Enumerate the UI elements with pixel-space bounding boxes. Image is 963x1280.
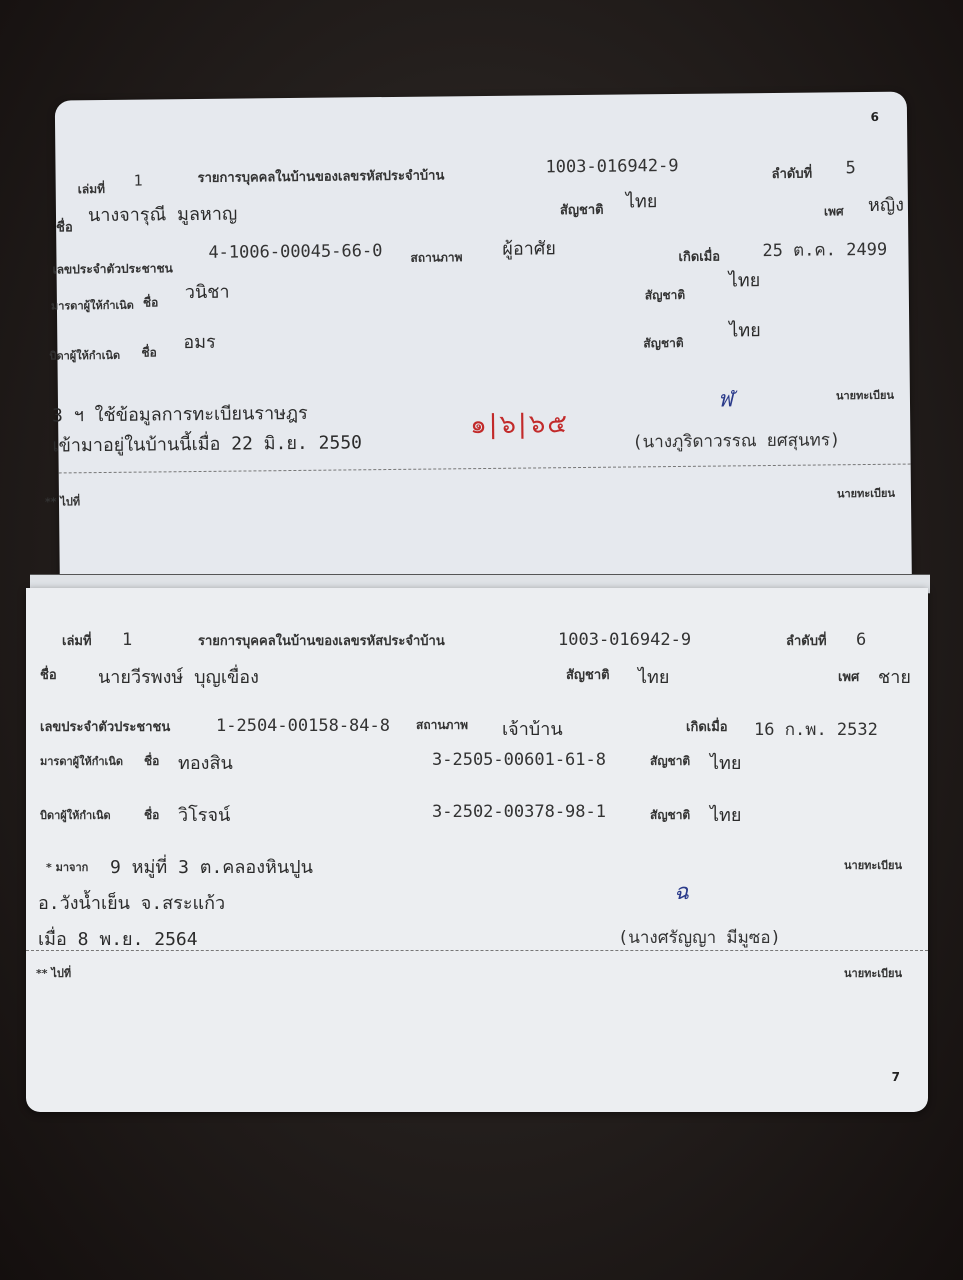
seq-label: ลำดับที่ [771, 166, 813, 182]
nationality-value: ไทย [638, 667, 670, 688]
red-handwritten-date: ๑|๖|๖๕ [470, 409, 570, 441]
registrar-signature: ฉ [674, 880, 689, 905]
born-value: 16 ก.พ. 2532 [754, 720, 878, 740]
nationality-label: สัญชาติ [559, 202, 604, 219]
move-in-line-2: เข้ามาอยู่ในบ้านนี้เมื่อ 22 มิ.ย. 2550 [52, 432, 363, 457]
name-label: ชื่อ [56, 220, 73, 236]
father-nationality: ไทย [729, 320, 761, 342]
house-code: 1003-016942-9 [558, 630, 692, 650]
father-label: บิดาผู้ให้กำเนิด [49, 348, 121, 363]
register-header: รายการบุคคลในบ้านของเลขรหัสประจำบ้าน [198, 634, 445, 649]
registrar-label-2: นายทะเบียน [836, 486, 896, 501]
nationality-value: ไทย [625, 191, 658, 213]
born-label: เกิดเมื่อ [686, 720, 728, 735]
status-label: สถานภาพ [410, 250, 463, 265]
house-registration-page-6 [44, 92, 912, 601]
house-registration-page-7 [26, 588, 928, 1112]
sex-label: เพศ [838, 670, 860, 685]
seq-value: 6 [856, 630, 867, 650]
person-name: นายวีรพงษ์ บุญเขื่อง [98, 667, 259, 688]
volume-value: 1 [133, 171, 143, 190]
came-from-line-1: 9 หมู่ที่ 3 ต.คลองหินปูน [110, 857, 313, 878]
registrar-name: (นางศรัญญา มีมูซอ) [618, 928, 781, 948]
id-number: 4-1006-00045-66-0 [208, 241, 383, 263]
registrar-signature: ฬ [717, 387, 734, 413]
registrar-label-2: นายทะเบียน [844, 967, 903, 980]
move-in-line-1: 3 ฯ ใช้ข้อมูลการทะเบียนราษฎร [51, 402, 308, 427]
father-nationality-label: สัญชาติ [650, 808, 691, 822]
moved-out-label: ** ไปที่ [44, 495, 81, 509]
mother-nationality: ไทย [710, 753, 742, 774]
volume-label: เล่มที่ [62, 634, 92, 649]
divider-line [59, 464, 911, 474]
id-label: เลขประจำตัวประชาชน [40, 720, 171, 735]
father-name-label: ชื่อ [141, 345, 157, 360]
sex-label: เพศ [823, 204, 844, 219]
registrar-name: (นางภูริดาวรรณ ยศสุนทร) [632, 430, 841, 453]
mother-label: มารดาผู้ให้กำเนิด [50, 298, 134, 313]
volume-label: เล่มที่ [77, 181, 106, 197]
born-value: 25 ต.ค. 2499 [762, 239, 888, 262]
mother-nationality: ไทย [728, 270, 761, 292]
seq-value: 5 [845, 158, 856, 179]
mother-nationality-label: สัญชาติ [644, 287, 686, 303]
status-value: เจ้าบ้าน [502, 719, 563, 740]
divider-line [26, 950, 928, 951]
mother-name-label: ชื่อ [144, 754, 160, 768]
status-value: ผู้อาศัย [502, 238, 556, 260]
mother-name: ทองสิน [178, 753, 233, 774]
father-name-label: ชื่อ [144, 808, 160, 822]
came-from-prefix: * มาจาก [46, 861, 89, 874]
id-label: เลขประจำตัวประชาชน [52, 261, 173, 277]
page-number: 6 [870, 109, 880, 124]
sex-value: หญิง [867, 194, 905, 216]
name-label: ชื่อ [40, 668, 57, 683]
father-nationality: ไทย [710, 805, 742, 826]
father-name: วิโรจน์ [178, 805, 231, 826]
nationality-label: สัญชาติ [566, 668, 610, 683]
registrar-label: นายทะเบียน [835, 388, 895, 403]
moved-out-label: ** ไปที่ [36, 967, 72, 980]
came-from-line-2: อ.วังน้ำเย็น จ.สระแก้ว [38, 893, 226, 914]
register-header: รายการบุคคลในบ้านของเลขรหัสประจำบ้าน [197, 168, 445, 186]
person-name: นางจารุณี มูลหาญ [87, 203, 238, 227]
came-from-line-3: เมื่อ 8 พ.ย. 2564 [38, 929, 198, 950]
id-number: 1-2504-00158-84-8 [216, 716, 390, 736]
registrar-label: นายทะเบียน [844, 859, 903, 872]
mother-nationality-label: สัญชาติ [650, 754, 691, 768]
mother-name-label: ชื่อ [142, 295, 159, 310]
seq-label: ลำดับที่ [786, 634, 827, 649]
father-label: บิดาผู้ให้กำเนิด [40, 809, 111, 822]
mother-name: วนิชา [184, 281, 230, 304]
volume-value: 1 [122, 630, 133, 650]
house-code: 1003-016942-9 [545, 155, 679, 178]
page-number: 7 [891, 1070, 900, 1084]
father-nationality-label: สัญชาติ [643, 335, 684, 351]
status-label: สถานภาพ [416, 718, 469, 732]
father-name: อมร [183, 331, 216, 354]
mother-label: มารดาผู้ให้กำเนิด [40, 755, 123, 768]
sex-value: ชาย [878, 667, 911, 688]
father-id: 3-2502-00378-98-1 [432, 802, 606, 822]
mother-id: 3-2505-00601-61-8 [432, 750, 606, 770]
born-label: เกิดเมื่อ [678, 249, 721, 265]
